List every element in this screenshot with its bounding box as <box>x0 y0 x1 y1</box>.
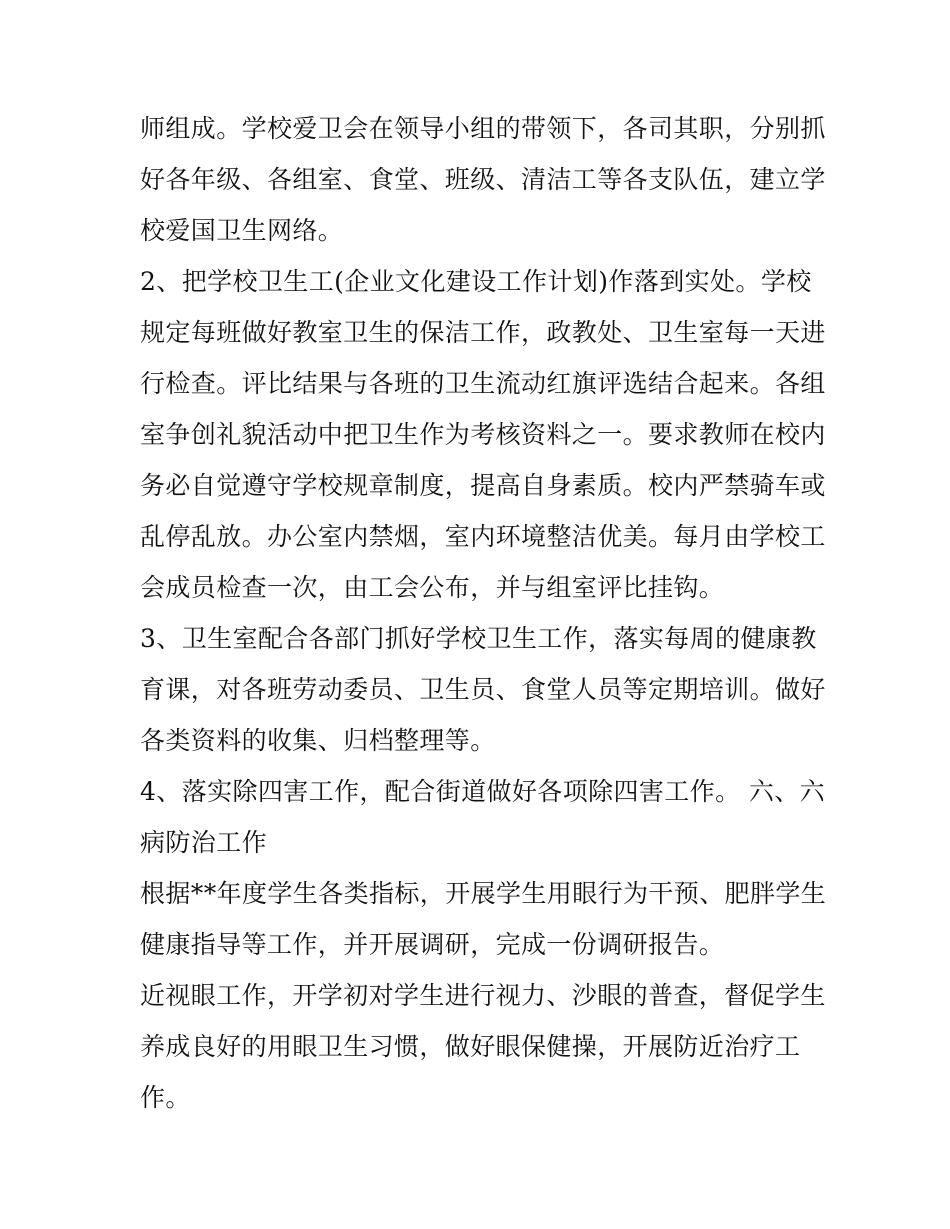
text-line: 务必自觉遵守学校规章制度，提高自身素质。校内严禁骑车或 <box>140 471 826 500</box>
text-line: 室争创礼貌活动中把卫生作为考核资料之一。要求教师在校内 <box>140 420 826 449</box>
text-line: 2、把学校卫生工(企业文化建设工作计划)作落到实处。学校 <box>140 267 812 296</box>
paragraph-2 <box>140 256 826 613</box>
text-line: 3、卫生室配合各部门抓好学校卫生工作，落实每周的健康教 <box>140 624 817 653</box>
text-line: 乱停乱放。办公室内禁烟，室内环境整洁优美。每月由学校工 <box>140 522 826 551</box>
text-line: 规定每班做好教室卫生的保洁工作，政教处、卫生室每一天进 <box>140 318 826 347</box>
paragraph-3 <box>140 613 826 766</box>
text-line: 师组成。学校爱卫会在领导小组的带领下，各司其职，分别抓 <box>140 114 826 143</box>
text-line: 近视眼工作，开学初对学生进行视力、沙眼的普查，督促学生 <box>140 981 826 1010</box>
text-line: 养成良好的用眼卫生习惯，做好眼保健操，开展防近治疗工 <box>140 1032 801 1061</box>
text-line: 各类资料的收集、归档整理等。 <box>140 726 496 755</box>
text-line: 作。 <box>140 1083 191 1112</box>
text-line: 根据**年度学生各类指标，开展学生用眼行为干预、肥胖学生 <box>140 879 827 908</box>
paragraph-6 <box>140 970 826 1123</box>
text-line: 好各年级、各组室、食堂、班级、清洁工等各支队伍，建立学 <box>140 165 826 194</box>
paragraph-1 <box>140 103 826 256</box>
text-line: 4、落实除四害工作，配合街道做好各项除四害工作。 六、六 <box>140 777 826 806</box>
paragraph-5 <box>140 868 827 970</box>
text-line: 校爱国卫生网络。 <box>140 216 344 245</box>
text-line: 育课，对各班劳动委员、卫生员、食堂人员等定期培训。做好 <box>140 675 826 704</box>
text-line: 病防治工作 <box>140 828 268 857</box>
text-line: 健康指导等工作，并开展调研，完成一份调研报告。 <box>140 930 725 959</box>
document-body <box>140 103 827 1123</box>
text-line: 行检查。评比结果与各班的卫生流动红旗评选结合起来。各组 <box>140 369 826 398</box>
paragraph-4 <box>140 766 826 868</box>
text-line: 会成员检查一次，由工会公布，并与组室评比挂钩。 <box>140 573 725 602</box>
